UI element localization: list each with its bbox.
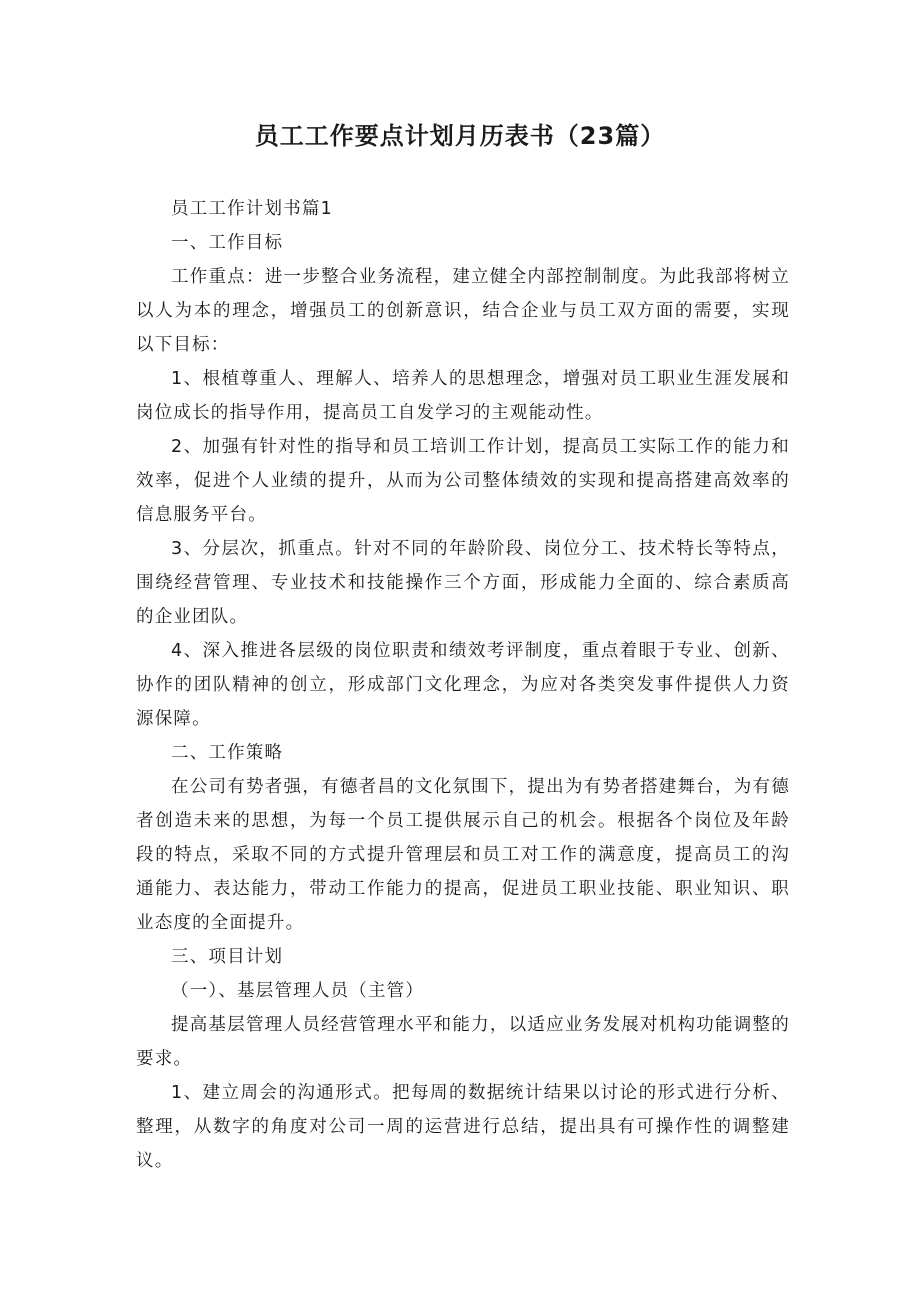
section-heading: 三、项目计划 [171,947,284,967]
subsection-heading: （一）、基层管理人员（主管） [171,981,425,1001]
list-item: 2、加强有针对性的指导和员工培训工作计划，提高员工实际工作的能力和效率，促进个人业绩的提升，从而为公司整体绩效的实现和提高搭建高效率的信息服务平台。 [136,437,790,525]
body-paragraph: 工作重点：进一步整合业务流程，建立健全内部控制制度。为此我部将树立以人为本的理念，增强员工的创新意识，结合企业与员工双方面的需要，实现以下目标： [136,267,790,355]
section-heading: 员工工作计划书篇1 [171,199,333,219]
list-item: 4、深入推进各层级的岗位职责和绩效考评制度，重点着眼于专业、创新、协作的团队精神的创立，形成部门文化理念，为应对各类突发事件提供人力资源保障。 [136,641,790,729]
body-paragraph: 在公司有势者强，有德者昌的文化氛围下，提出为有势者搭建舞台，为有德者创造未来的思想，为每一个员工提供展示自己的机会。根据各个岗位及年龄段的特点，采取不同的方式提升管理层和员工对工作的满意度，提高员工的沟通能力、表达能力，带动工作能力的提高，促进员工职业技能、职业知识、职业态度的全面提升。 [136,777,790,933]
section-heading: 二、工作策略 [171,743,284,763]
document-title: 员工工作要点计划月历表书（23篇） [254,122,666,150]
body-paragraph: 提高基层管理人员经营管理水平和能力，以适应业务发展对机构功能调整的要求。 [136,1015,790,1069]
document-body [136,192,790,1178]
section-heading: 一、工作目标 [171,233,284,253]
list-item: 3、分层次，抓重点。针对不同的年龄阶段、岗位分工、技术特长等特点，围绕经营管理、专业技术和技能操作三个方面，形成能力全面的、综合素质高的企业团队。 [136,539,790,627]
list-item: 1、建立周会的沟通形式。把每周的数据统计结果以讨论的形式进行分析、整理，从数字的角度对公司一周的运营进行总结，提出具有可操作性的调整建议。 [136,1083,790,1171]
list-item: 1、根植尊重人、理解人、培养人的思想理念，增强对员工职业生涯发展和岗位成长的指导作用，提高员工自发学习的主观能动性。 [136,369,790,423]
